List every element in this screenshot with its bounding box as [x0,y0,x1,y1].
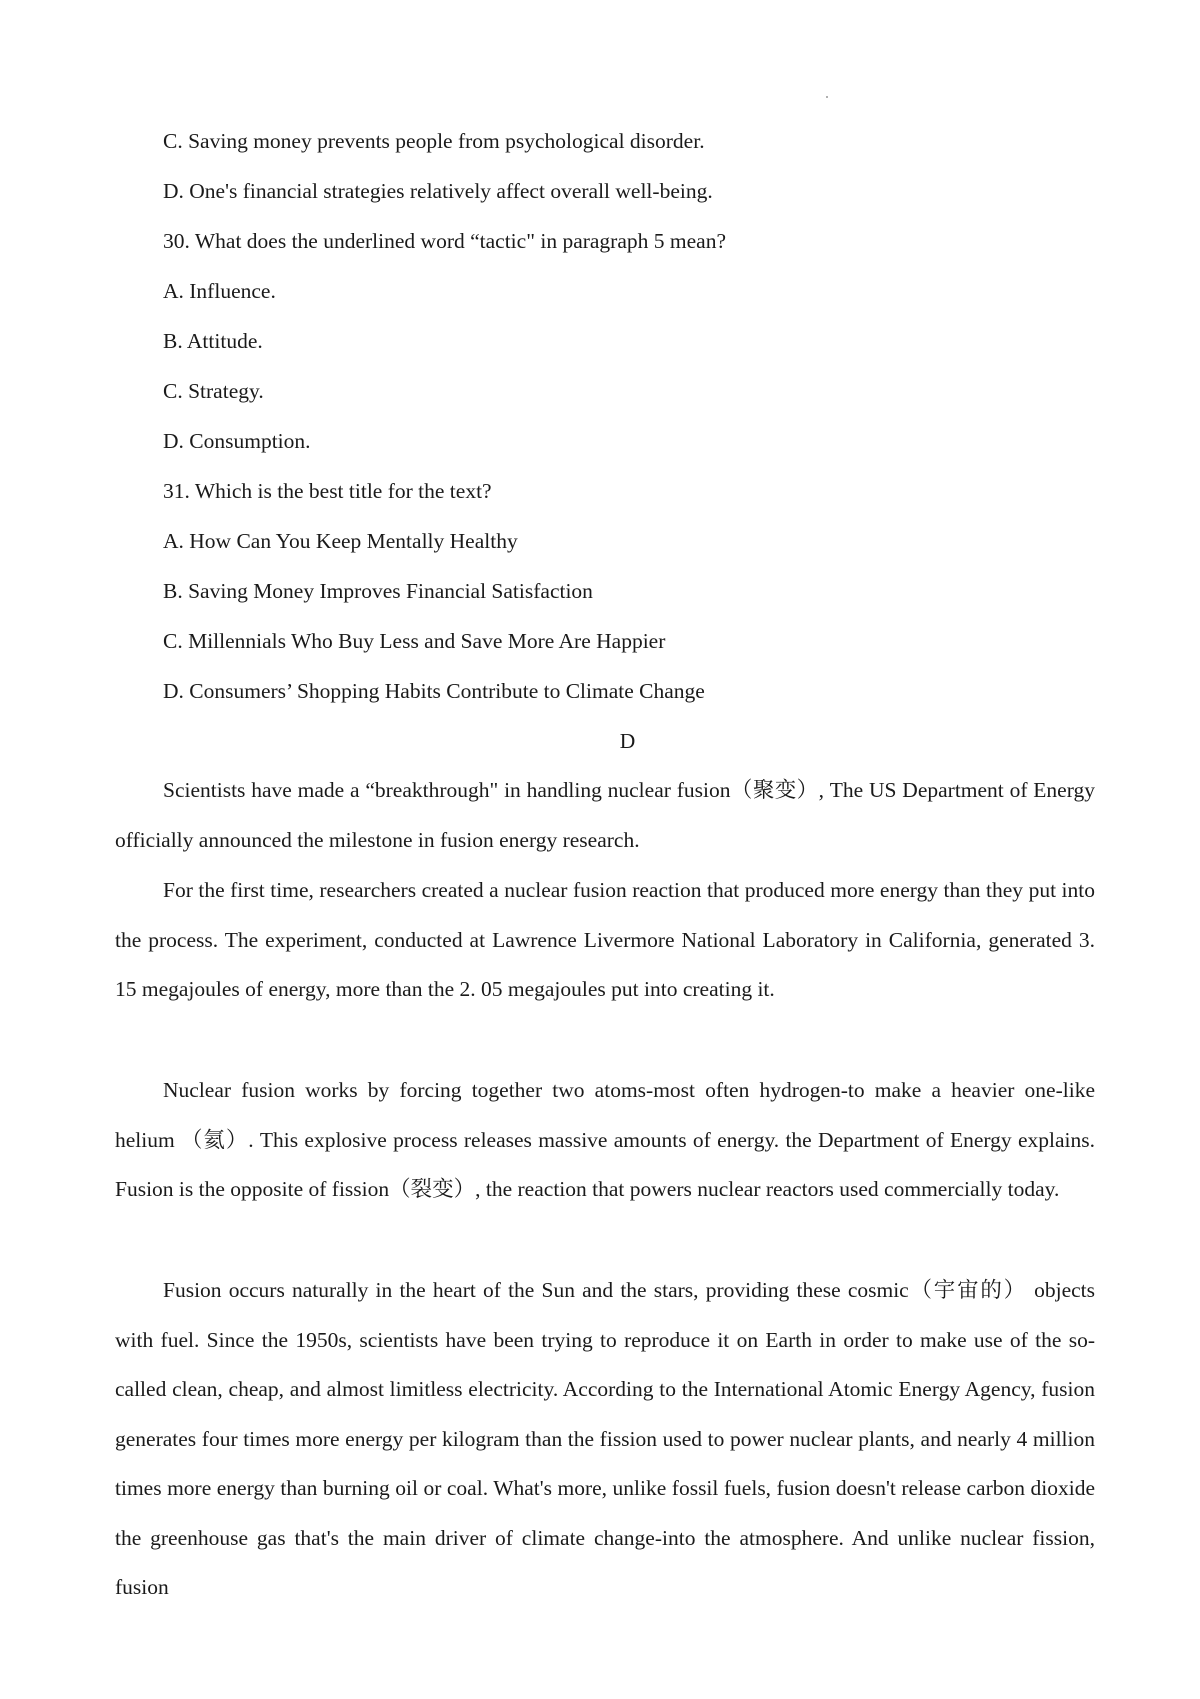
q30-stem: 30. What does the underlined word “tactic" in paragraph 5 mean? [163,229,726,253]
passage-paragraph-3: Nuclear fusion works by forcing together two atoms-most often hydrogen-to make a heavier one-like helium （氦）. This explosive process releases massive amounts of energy. the Department of Energy explains. Fusion is the opposite of fission（裂变）, the reaction that powers nuclear reactors used commercially today. [115,1078,1095,1201]
q30-option-a: A. Influence. [163,279,276,303]
q31-option-c: C. Millennials Who Buy Less and Save More Are Happier [163,629,666,653]
passage-paragraph-2: For the first time, researchers created a nuclear fusion reaction that produced more energy than they put into the process. The experiment, conducted at Lawrence Livermore National Laboratory in California, generated 3. 15 megajoules of energy, more than the 2. 05 megajoules put into creating it. [115,878,1095,1001]
q31-option-b: B. Saving Money Improves Financial Satisfaction [163,579,593,603]
passage-paragraph-4: Fusion occurs naturally in the heart of the Sun and the stars, providing these cosmic（宇宙的） objects with fuel. Since the 1950s, scientists have been trying to reproduce it on Earth in order to make use of the so-called clean, cheap, and almost limitless electricity. According to the International Atomic Energy Agency, fusion generates four times more energy per kilogram than the fission used to power nuclear plants, and nearly 4 million times more energy than burning oil or coal. What's more, unlike fossil fuels, fusion doesn't release carbon dioxide the greenhouse gas that's the main driver of climate change-into the atmosphere. And unlike nuclear fission, fusion [115,1278,1095,1599]
scan-speck [826,96,828,98]
q30-option-c: C. Strategy. [163,379,264,403]
q30-option-b: B. Attitude. [163,329,263,353]
passage-paragraph-1: Scientists have made a “breakthrough" in handling nuclear fusion（聚变）, The US Department of Energy officially announced the milestone in fusion energy research. [115,778,1095,852]
q31-option-d: D. Consumers’ Shopping Habits Contribute to Climate Change [163,679,705,703]
q31-option-a: A. How Can You Keep Mentally Healthy [163,529,518,553]
passage-d-heading: D [619,729,636,753]
q31-stem: 31. Which is the best title for the text? [163,479,492,503]
q30-option-d: D. Consumption. [163,429,311,453]
q29-option-d: D. One's financial strategies relatively affect overall well-being. [163,179,713,203]
q29-option-c: C. Saving money prevents people from psychological disorder. [163,129,705,153]
